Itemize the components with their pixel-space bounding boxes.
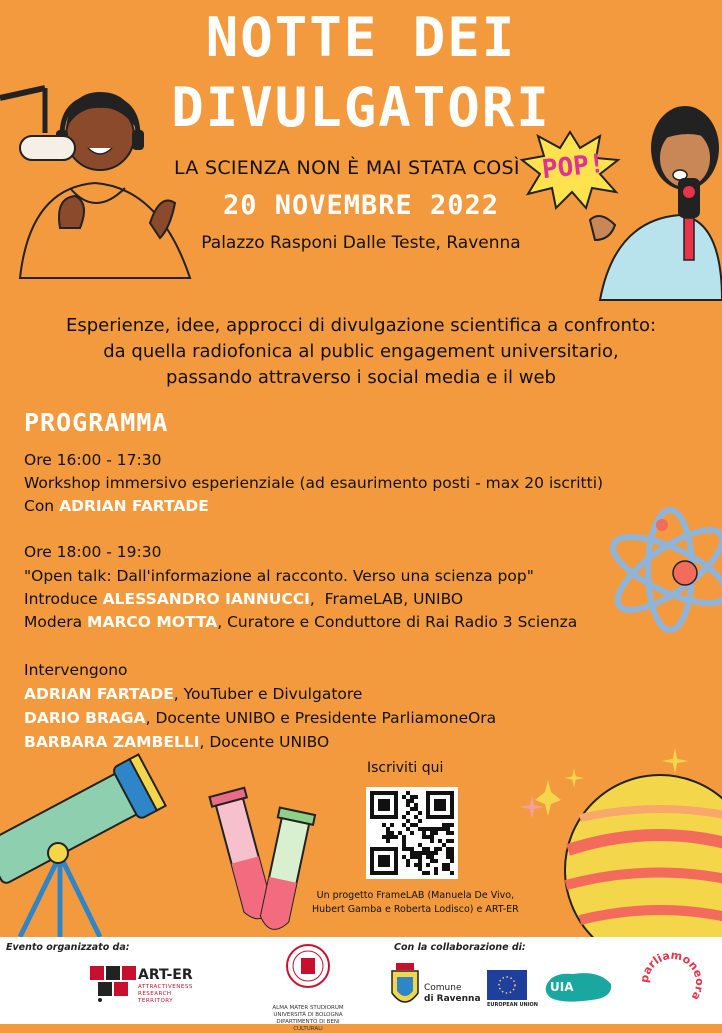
session1-title: Workshop immersivo esperienziale (ad esaurimento posti - max 20 iscritti)	[24, 474, 604, 492]
test-tubes-icon	[205, 780, 315, 937]
svg-text:parliamoneora: parliamoneora	[637, 950, 707, 1003]
speaker-name: DARIO BRAGA	[24, 709, 146, 727]
qr-code[interactable]	[366, 787, 458, 879]
speaker-item	[24, 733, 329, 751]
session2-time: Ore 18:00 - 19:30	[24, 543, 162, 561]
speaker-role: , Docente UNIBO e Presidente ParliamoneOra	[145, 709, 497, 727]
moderator-label: Modera	[24, 613, 83, 631]
atom-icon	[600, 505, 722, 635]
organized-by-label: Evento organizzato da:	[6, 942, 130, 953]
intro-text	[20, 313, 702, 391]
session1-with	[24, 497, 209, 515]
programma-heading: PROGRAMMA	[24, 408, 169, 437]
unibo-line: ALMA MATER STUDIORUM	[272, 1005, 344, 1011]
qr-code-icon	[370, 791, 454, 875]
parliamoneora-logo-icon	[637, 950, 707, 1016]
title-line-1: NOTTE DEI	[205, 6, 517, 69]
unibo-line: UNIVERSITÀ DI BOLOGNA	[273, 1012, 343, 1018]
speaker-name: BARBARA ZAMBELLI	[24, 733, 200, 751]
unibo-seal-icon	[286, 944, 330, 988]
intro-line: Esperienze, idee, approcci di divulgazione scientifica a confronto:	[65, 315, 657, 336]
moderator-name: MARCO MOTTA	[87, 613, 218, 631]
collaboration-label: Con la collaborazione di:	[394, 942, 526, 953]
speaker-item	[24, 709, 496, 727]
session2-title: "Open talk: Dall'informazione al racconto. Verso una scienza pop"	[24, 567, 534, 585]
pop-text: POP!	[540, 148, 607, 186]
event-venue: Palazzo Rasponi Dalle Teste, Ravenna	[201, 233, 521, 253]
sparkle-icon	[520, 795, 544, 819]
sparkle-icon	[662, 748, 688, 774]
session2-moderator	[24, 613, 577, 631]
title-line-2: DIVULGATORI	[171, 76, 551, 139]
introducer-label: Introduce	[24, 590, 98, 608]
eu-text: EUROPEAN UNION	[487, 1002, 538, 1008]
comune-line: di Ravenna	[424, 994, 481, 1004]
intro-line: da quella radiofonica al public engagement universitario,	[103, 341, 619, 362]
arter-sub-line: TERRITORY	[138, 998, 174, 1004]
uia-text: UIA	[550, 980, 574, 994]
ravenna-crest-icon	[388, 963, 422, 1011]
tagline: LA SCIENZA NON È MAI STATA COSÌ	[174, 157, 520, 179]
speaker-item	[24, 685, 362, 703]
session1-time: Ore 16:00 - 17:30	[24, 451, 162, 469]
sparkle-icon	[564, 768, 584, 788]
speakers-label: Intervengono	[24, 661, 128, 679]
unibo-text	[262, 1005, 354, 1033]
comune-line: Comune	[424, 983, 462, 993]
eu-flag-icon	[487, 970, 527, 1000]
arter-logo-icon	[90, 966, 136, 1002]
project-credit	[312, 889, 519, 917]
event-date: 20 NOVEMBRE 2022	[222, 190, 500, 221]
comune-text	[424, 983, 481, 1005]
unibo-line: DIPARTIMENTO DI BENI CULTURALI	[276, 1019, 340, 1032]
speaker-role: , Docente UNIBO	[199, 733, 330, 751]
intro-line: passando attraverso i social media e il web	[166, 367, 556, 388]
speaker-role: , YouTuber e Divulgatore	[173, 685, 363, 703]
register-label: Iscriviti qui	[367, 760, 444, 776]
credit-line: Hubert Gamba e Roberta Lodisco) e ART-ER	[312, 904, 519, 915]
arter-sub-line: RESEARCH	[138, 991, 172, 997]
session1-with-name: ADRIAN FARTADE	[59, 497, 209, 515]
telescope-icon	[0, 755, 170, 937]
moderator-role: , Curatore e Conduttore di Rai Radio 3 Scienza	[217, 613, 578, 631]
credit-line: Un progetto FrameLAB (Manuela De Vivo,	[316, 890, 515, 901]
introducer-role: , FrameLAB, UNIBO	[309, 590, 464, 608]
introducer-name: ALESSANDRO IANNUCCI	[102, 590, 310, 608]
session1-with-label: Con	[24, 497, 55, 515]
arter-sub-line: ATTRACTIVENESS	[138, 984, 193, 990]
arter-name: ART-ER	[138, 967, 193, 983]
session2-introducer	[24, 590, 463, 608]
speaker-name: ADRIAN FARTADE	[24, 685, 174, 703]
arter-subtitle	[138, 984, 193, 1005]
